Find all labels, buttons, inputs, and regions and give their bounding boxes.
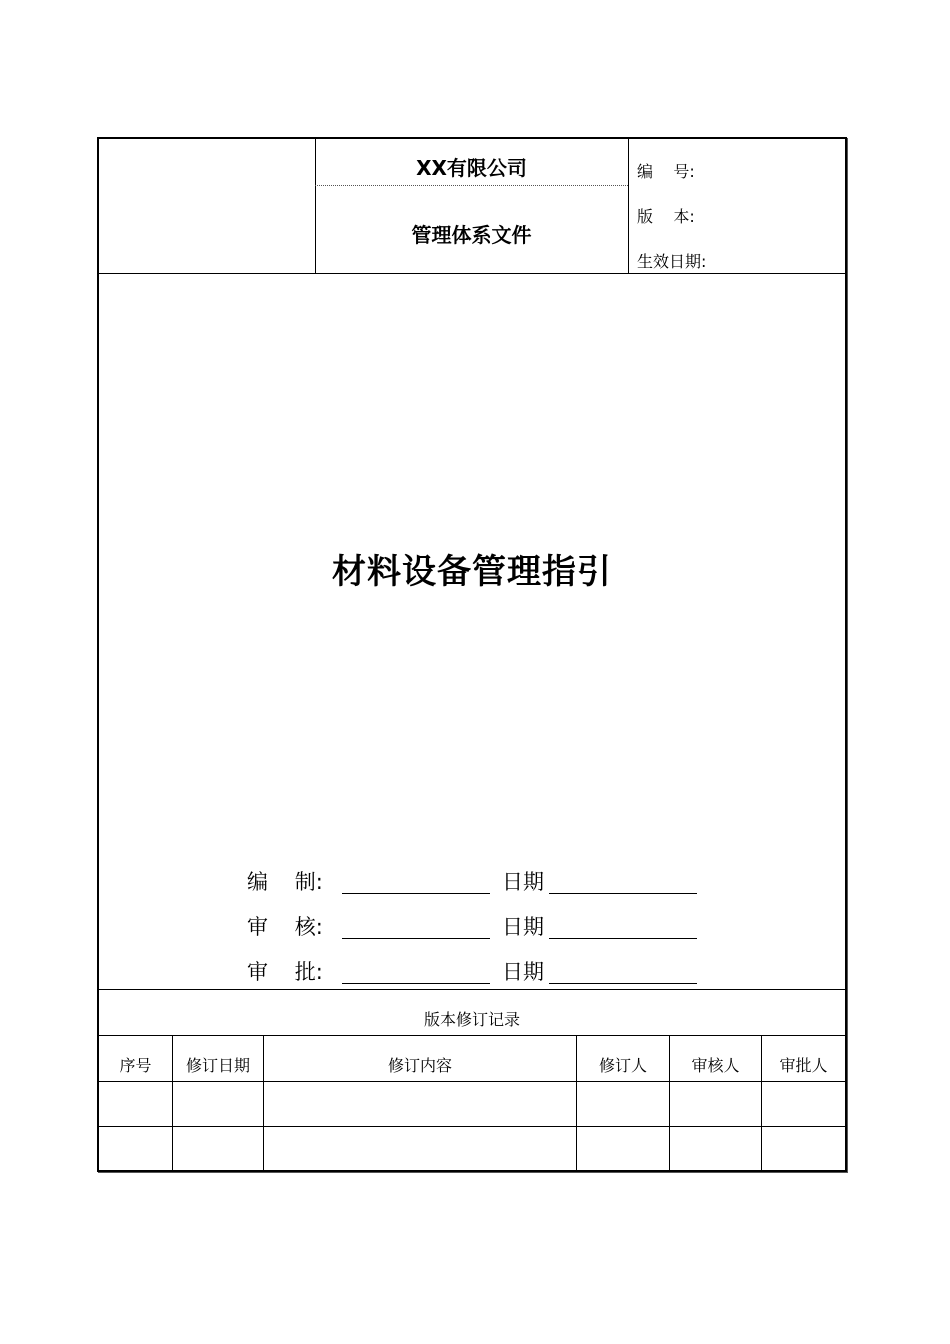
company-name: XX有限公司 — [315, 139, 628, 186]
signature-label: 审 核: — [247, 915, 323, 939]
table-cell[interactable] — [670, 1081, 762, 1126]
column-header-reviser: 修订人 — [577, 1036, 670, 1081]
table-cell[interactable] — [99, 1126, 173, 1171]
signature-blank[interactable] — [342, 983, 490, 984]
document-system: 管理体系文件 — [411, 223, 532, 247]
table-cell[interactable] — [173, 1126, 264, 1171]
revision-record-table — [99, 989, 845, 1171]
document-header — [99, 139, 845, 274]
effective-date-label: 生效日期: — [637, 252, 707, 271]
date-label: 日期 — [502, 960, 544, 984]
table-cell[interactable] — [264, 1126, 577, 1171]
document-title: 材料设备管理指引 — [332, 552, 612, 592]
table-cell[interactable] — [99, 1081, 173, 1126]
date-label: 日期 — [502, 915, 544, 939]
table-cell[interactable] — [264, 1081, 577, 1126]
table-cell[interactable] — [577, 1081, 670, 1126]
table-row — [99, 1126, 845, 1171]
signature-label: 编 制: — [247, 870, 323, 894]
table-cell[interactable] — [173, 1081, 264, 1126]
signature-blank[interactable] — [342, 893, 490, 894]
table-cell[interactable] — [670, 1126, 762, 1171]
document-frame — [97, 137, 847, 1172]
column-header-reviewer: 审核人 — [670, 1036, 762, 1081]
signature-label: 审 批: — [247, 960, 323, 984]
revision-header-row — [99, 1036, 845, 1082]
document-number-label: 编 号: — [637, 162, 695, 181]
logo-cell — [99, 139, 316, 273]
table-cell[interactable] — [762, 1126, 845, 1171]
version-label: 版 本: — [637, 207, 695, 226]
table-cell[interactable] — [762, 1081, 845, 1126]
date-label: 日期 — [502, 870, 544, 894]
signature-blank[interactable] — [342, 938, 490, 939]
revision-record-title: 版本修订记录 — [99, 990, 845, 1036]
header-title-cell — [315, 139, 629, 273]
column-header-revision-date: 修订日期 — [173, 1036, 264, 1081]
table-cell[interactable] — [577, 1126, 670, 1171]
date-blank[interactable] — [549, 938, 697, 939]
header-meta-cell — [629, 139, 845, 273]
date-blank[interactable] — [549, 893, 697, 894]
table-row — [99, 1081, 845, 1127]
date-blank[interactable] — [549, 983, 697, 984]
column-header-revision-content: 修订内容 — [264, 1036, 577, 1081]
column-header-no: 序号 — [99, 1036, 173, 1081]
column-header-approver: 审批人 — [779, 1056, 828, 1075]
